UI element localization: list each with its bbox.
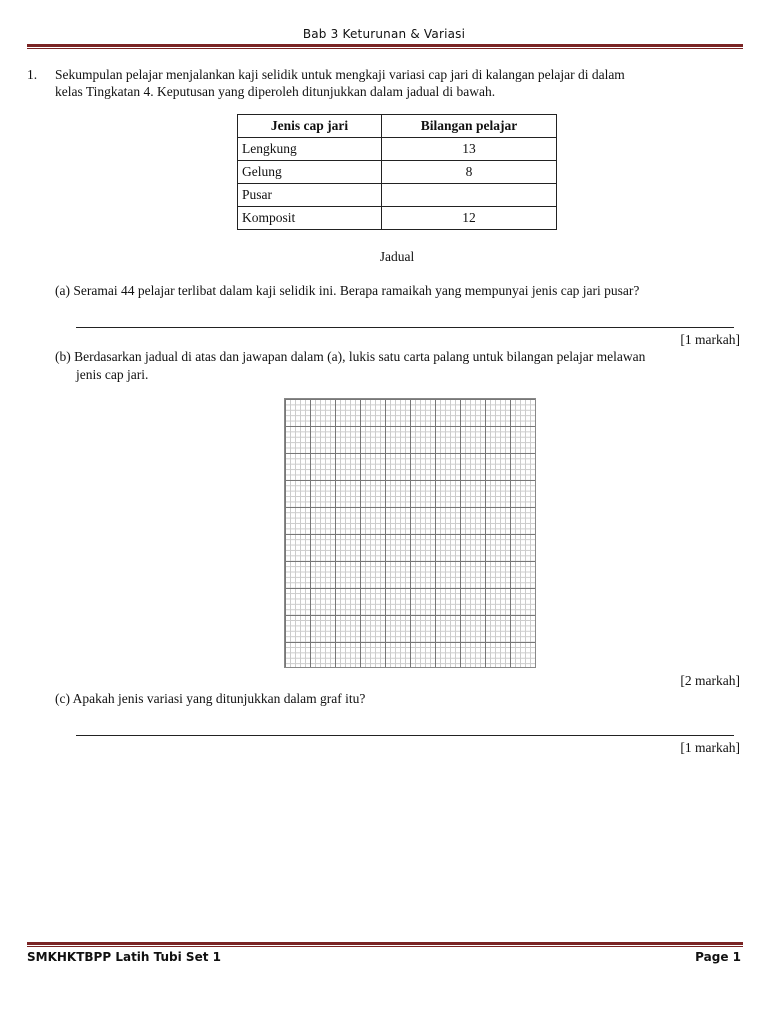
- table-caption: Jadual: [379, 249, 415, 264]
- table-row: [238, 207, 557, 230]
- part-b-line1: (b) Berdasarkan jadual di atas dan jawapan dalam (a), lukis satu carta palang untuk bilangan pelajar melawan: [55, 349, 646, 364]
- answer-line-a[interactable]: [76, 327, 734, 328]
- table-cell: [382, 184, 557, 207]
- part-c-marks: [1 markah]: [680, 740, 740, 755]
- part-b-line2: jenis cap jari.: [76, 367, 149, 382]
- table-row: [238, 184, 557, 207]
- footer-page-number: Page 1: [695, 950, 741, 964]
- question-intro-line2: kelas Tingkatan 4. Keputusan yang diperoleh ditunjukkan dalam jadual di bawah.: [55, 84, 496, 99]
- header-rule-thin: [27, 48, 743, 49]
- table-cell: 8: [382, 161, 557, 184]
- table-header: Jenis cap jari: [238, 115, 382, 138]
- graph-paper-grid[interactable]: [284, 398, 536, 668]
- table-header-row: [238, 115, 557, 138]
- part-b-marks: [2 markah]: [680, 673, 740, 688]
- part-c-text: (c) Apakah jenis variasi yang ditunjukkan dalam graf itu?: [55, 691, 366, 706]
- header-rule: [27, 44, 743, 47]
- table-cell: Gelung: [238, 161, 382, 184]
- question-intro-line1: Sekumpulan pelajar menjalankan kaji selidik untuk mengkaji variasi cap jari di kalangan pelajar di dalam: [55, 67, 625, 82]
- footer-rule: [27, 942, 743, 945]
- table-cell: 13: [382, 138, 557, 161]
- answer-line-c[interactable]: [76, 735, 734, 736]
- table-cell: Lengkung: [238, 138, 382, 161]
- table-cell: Pusar: [238, 184, 382, 207]
- table-header: Bilangan pelajar: [382, 115, 557, 138]
- footer-rule-thin: [27, 946, 743, 947]
- table-cell: 12: [382, 207, 557, 230]
- footer-left-text: SMKHKTBPP Latih Tubi Set 1: [27, 950, 221, 964]
- question-number: 1.: [27, 67, 38, 82]
- part-a-text: (a) Seramai 44 pelajar terlibat dalam kaji selidik ini. Berapa ramaikah yang mempunyai jenis cap jari pusar?: [55, 283, 640, 298]
- page-header-title: Bab 3 Keturunan & Variasi: [302, 27, 466, 41]
- table-row: [238, 138, 557, 161]
- part-a-marks: [1 markah]: [680, 332, 740, 347]
- table-cell: Komposit: [238, 207, 382, 230]
- table-row: [238, 161, 557, 184]
- fingerprint-table: [237, 114, 557, 230]
